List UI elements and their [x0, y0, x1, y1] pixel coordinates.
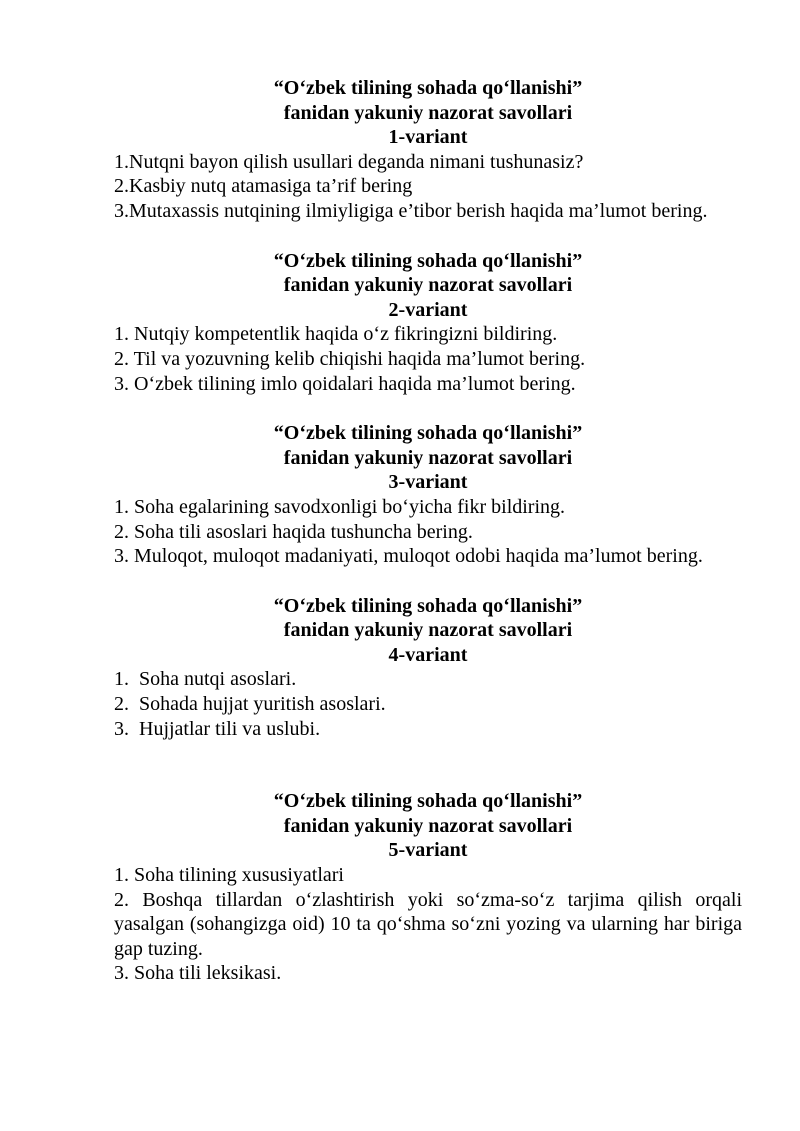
- variant-subtitle: fanidan yakuniy nazorat savollari: [283, 101, 573, 124]
- question-number: 2.: [114, 347, 129, 370]
- variant-label: 2-variant: [388, 298, 468, 321]
- question-item: [114, 961, 742, 986]
- question-text: Kasbiy nutq atamasiga ta’rif bering: [129, 175, 413, 198]
- question-number: 1.: [114, 323, 129, 346]
- variant-section-2: [114, 249, 742, 397]
- question-text: Soha egalarining savodxonligi bo‘yicha fikr bildiring.: [134, 495, 566, 518]
- question-list: [114, 322, 742, 396]
- question-item: [114, 692, 742, 717]
- question-text: Soha tilining xususiyatlari: [134, 864, 344, 887]
- question-number: 2.: [114, 175, 129, 198]
- question-text: Soha tili asoslari haqida tushuncha bering.: [134, 520, 473, 543]
- question-number: 1.: [114, 495, 129, 518]
- question-number: 3.: [114, 717, 129, 740]
- variant-title: “O‘zbek tilining sohada qo‘llanishi”: [273, 594, 583, 617]
- variant-title: “O‘zbek tilining sohada qo‘llanishi”: [273, 77, 583, 99]
- question-text: Soha tili leksikasi.: [134, 962, 282, 985]
- variant-title: “O‘zbek tilining sohada qo‘llanishi”: [273, 422, 583, 445]
- question-number: 3.: [114, 199, 129, 222]
- variant-label: 4-variant: [388, 643, 468, 666]
- variant-label: 3-variant: [388, 471, 468, 494]
- question-list: [114, 495, 742, 569]
- variant-section-1: [114, 76, 742, 224]
- question-item: [114, 174, 742, 199]
- question-item: [114, 544, 742, 569]
- question-item: [114, 667, 742, 692]
- variant-subtitle: fanidan yakuniy nazorat savollari: [283, 814, 573, 837]
- question-item: [114, 495, 742, 520]
- variant-title: “O‘zbek tilining sohada qo‘llanishi”: [273, 790, 583, 813]
- question-text: Til va yozuvning kelib chiqishi haqida ma’lumot bering.: [133, 347, 586, 370]
- question-number: 2.: [114, 520, 129, 543]
- question-item: [114, 717, 742, 742]
- question-number: 3.: [114, 372, 129, 395]
- question-number: 3.: [114, 545, 129, 568]
- question-item: [114, 322, 742, 347]
- variant-subtitle: fanidan yakuniy nazorat savollari: [283, 274, 573, 297]
- question-item: [114, 863, 742, 888]
- question-number: 1.: [114, 150, 129, 173]
- question-text: Mutaxassis nutqining ilmiyligiga e’tibor berish haqida ma’lumot bering.: [129, 199, 708, 222]
- question-text: Sohada hujjat yuritish asoslari.: [139, 693, 386, 716]
- question-text: Nutqni bayon qilish usullari deganda nimani tushunasiz?: [129, 150, 584, 173]
- variant-section-4: [114, 594, 742, 742]
- question-text: Nutqiy kompetentlik haqida o‘z fikringizni bildiring.: [134, 323, 558, 346]
- question-item: [114, 520, 742, 545]
- question-number: 1.: [114, 668, 129, 691]
- question-item: [114, 888, 742, 962]
- question-text: Soha nutqi asoslari.: [139, 668, 297, 691]
- variant-section-5: [114, 789, 742, 986]
- variant-subtitle: fanidan yakuniy nazorat savollari: [283, 619, 573, 642]
- question-text: O‘zbek tilining imlo qoidalari haqida ma’lumot bering.: [134, 372, 576, 395]
- question-text: Muloqot, muloqot madaniyati, muloqot odobi haqida ma’lumot bering.: [134, 545, 703, 568]
- question-list: [114, 863, 742, 986]
- variant-label: 1-variant: [388, 126, 468, 149]
- variant-label: 5-variant: [388, 839, 468, 862]
- question-item: [114, 199, 742, 224]
- question-item: [114, 372, 742, 397]
- question-list: [114, 667, 742, 741]
- variant-subtitle: fanidan yakuniy nazorat savollari: [283, 446, 573, 469]
- question-number: 2.: [114, 693, 129, 716]
- document-page: [114, 76, 742, 986]
- question-item: [114, 150, 742, 175]
- question-number: 2.: [114, 888, 129, 911]
- question-number: 1.: [114, 864, 129, 887]
- question-list: [114, 150, 742, 224]
- variant-section-3: [114, 421, 742, 569]
- question-text: Hujjatlar tili va uslubi.: [139, 717, 321, 740]
- question-item: [114, 347, 742, 372]
- variant-title: “O‘zbek tilining sohada qo‘llanishi”: [273, 249, 583, 272]
- question-number: 3.: [114, 962, 129, 985]
- question-text: Boshqa tillardan o‘zlashtirish yoki so‘zma-so‘z tarjima qilish orqali yasalgan (sohangizga oid) 10 ta qo‘shma so‘zni yozing va ularning har biriga gap tuzing.: [114, 888, 743, 960]
